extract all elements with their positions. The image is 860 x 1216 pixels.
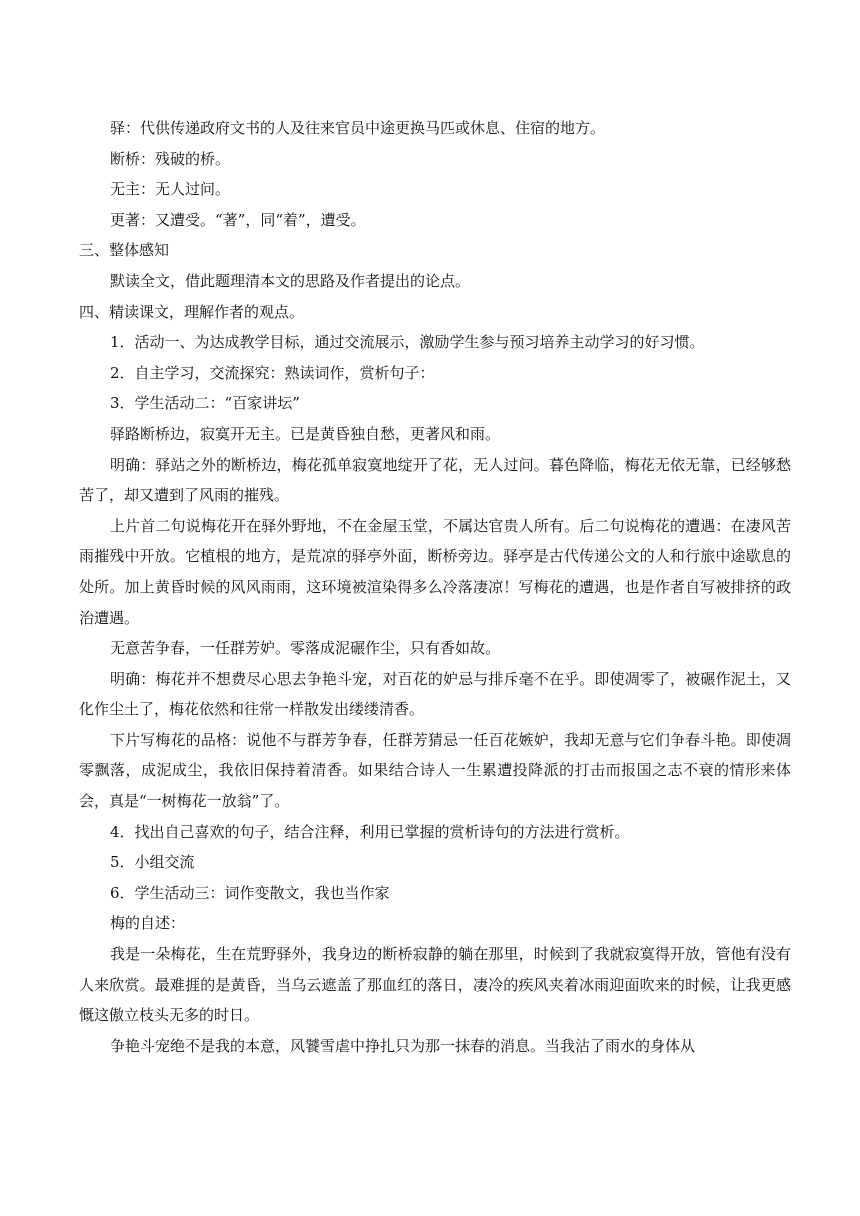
analysis-1: 上片首二句说梅花开在驿外野地，不在金屋玉堂，不属达官贵人所有。后二句说梅花的遭遇：在凄风苦雨摧残中开放。它植根的地方，是荒凉的驿亭外面，断桥旁边。驿亭是古代传递公文的人和行旅中途歇息的处所。加上黄昏时候的风风雨雨，这环境被渲染得多么冷落凄凉！写梅花的遭遇，也是作者自写被排挤的政治遭遇。 (79, 516, 791, 627)
activity-1: 1．活动一、为达成教学目标，通过交流展示，激励学生参与预习培养主动学习的好习惯。 (110, 333, 705, 352)
activity-6: 6．学生活动三：词作变散文，我也当作家 (110, 883, 390, 902)
section-heading-3: 三、整体感知 (79, 241, 170, 260)
plum-narration-1: 我是一朵梅花，生在荒野驿外，我身边的断桥寂静的躺在那里，时候到了我就寂寞得开放，管他有没有人来欣赏。最难捱的是黄昏，当乌云遮盖了那血红的落日，凄冷的疾风夹着冰雨迎面吹来的时候，让我更感慨这傲立枝头无多的时日。 (79, 945, 791, 1025)
activity-3: 3．学生活动二：“百家讲坛” (110, 394, 300, 413)
activity-2: 2．自主学习，交流探究：熟读词作，赏析句子： (110, 363, 435, 382)
note-duanqiao: 断桥：残破的桥。 (110, 149, 231, 168)
note-yi: 驿：代供传递政府文书的人及往来官员中途更换马匹或休息、住宿的地方。 (110, 119, 606, 137)
note-wuzhu: 无主：无人过问。 (110, 180, 231, 199)
poem-lines-2: 无意苦争春，一任群芳妒。零落成泥碾作尘，只有香如故。 (110, 639, 501, 658)
poem-lines-1: 驿路断桥边，寂寞开无主。已是黄昏独自愁，更著风和雨。 (110, 424, 501, 443)
analysis-2: 下片写梅花的品格：说他不与群芳争春，任群芳猜忌一任百花嫉妒，我却无意与它们争春斗艳。即使凋零飘落，成泥成尘，我依旧保持着清香。如果结合诗人一生累遭投降派的打击而报国之志不衰的情形来体会，真是“一树梅花一放翁”了。 (79, 730, 791, 811)
activity-4: 4．找出自己喜欢的句子，结合注释，利用已掌握的赏析诗句的方法进行赏析。 (110, 822, 630, 841)
explanation-1: 明确：驿站之外的断桥边，梅花孤单寂寞地绽开了花，无人过问。暮色降临，梅花无依无靠，已经够愁苦了，却又遭到了风雨的摧残。 (79, 455, 791, 505)
activity-5: 5．小组交流 (110, 853, 195, 872)
section-3-body: 默读全文，借此题理清本文的思路及作者提出的论点。 (110, 271, 471, 290)
plum-narration-2: 争艳斗宠绝不是我的本意，风饕雪虐中挣扎只为那一抹春的消息。当我沾了雨水的身体从 (110, 1036, 696, 1055)
document-page (79, 113, 791, 1061)
explanation-2: 明确：梅花并不想费尽心思去争艳斗宠，对百花的妒忌与排斥毫不在乎。即使凋零了，被碾作泥土，又化作尘土了，梅花依然和往常一样散发出缕缕清香。 (79, 669, 791, 719)
plum-self-narration-title: 梅的自述： (110, 914, 186, 933)
note-gengzhu: 更著：又遭受。“著”，同“着”，遭受。 (110, 210, 366, 229)
section-heading-4: 四、精读课文，理解作者的观点。 (79, 302, 305, 321)
